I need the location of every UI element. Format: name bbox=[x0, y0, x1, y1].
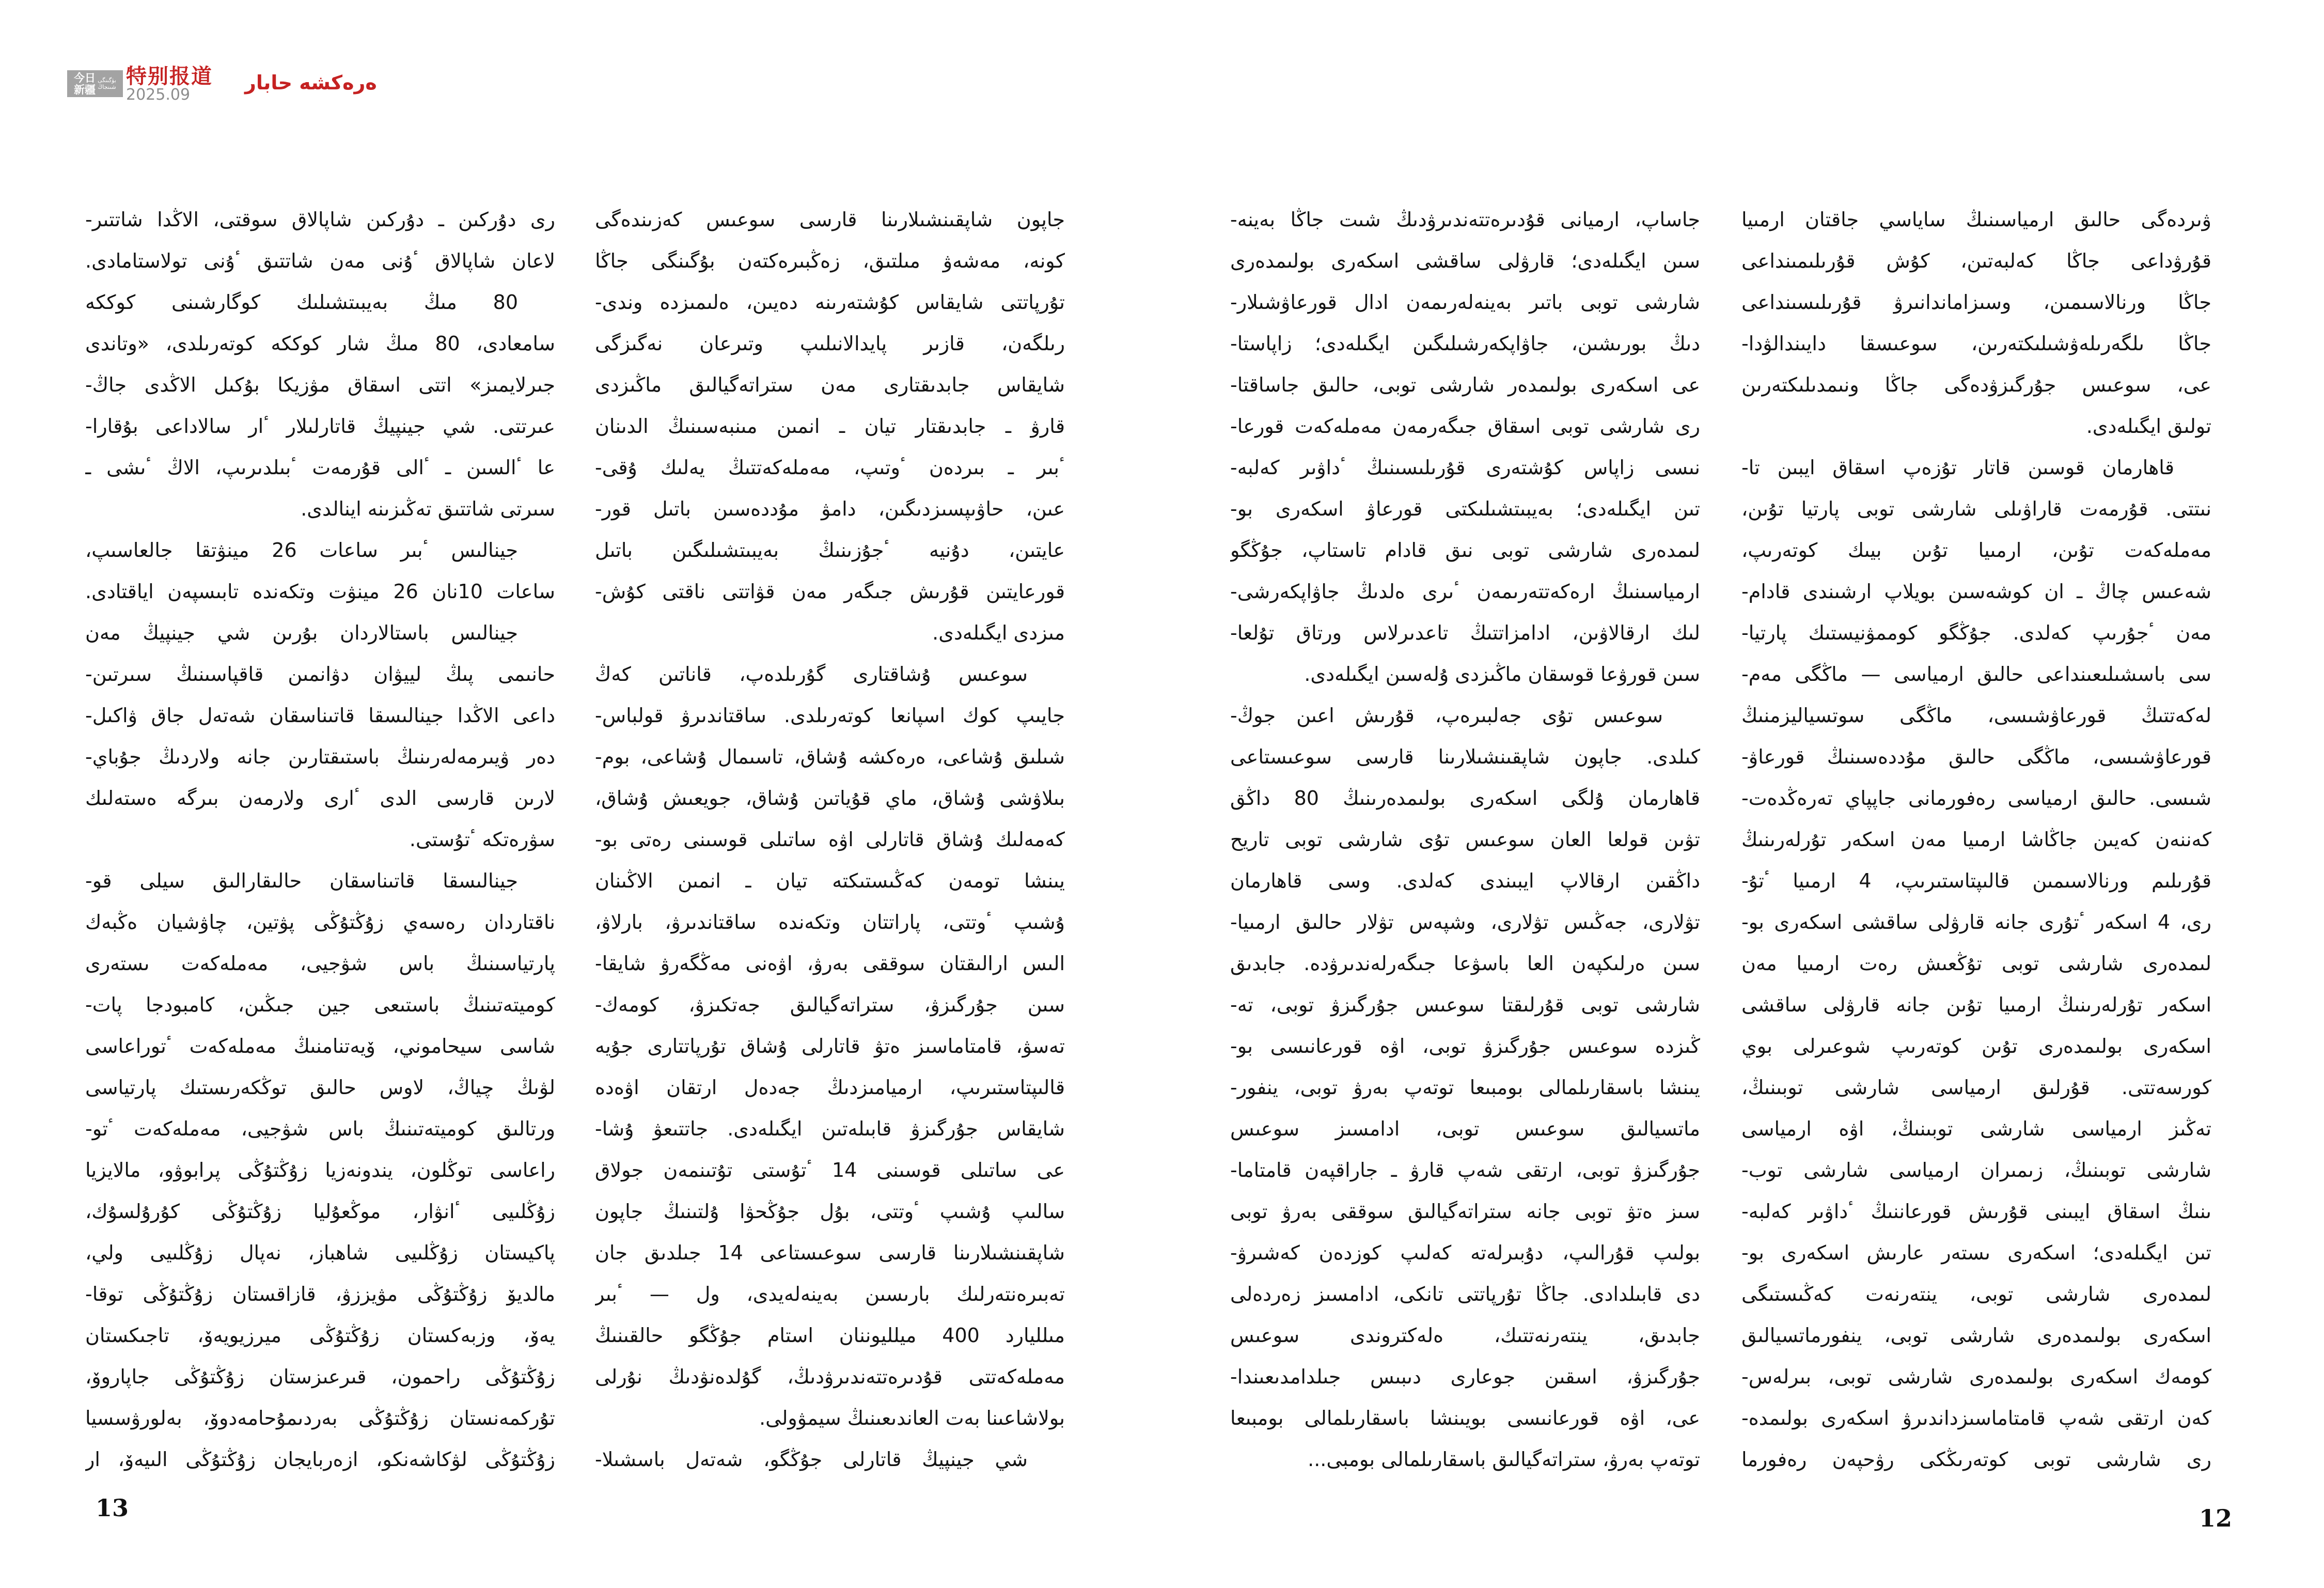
text-line: مىزدى ايگىلەدى. bbox=[932, 621, 1065, 644]
text-line: توتەپ بەرۋ، ستراتەگيالىق باسقارىلمالى بومبى... bbox=[1308, 1448, 1700, 1471]
text-line: جۇرگىزۋ توبى، ارتقى شەپ قارۋ ـ جاراقپەن قامتاما- bbox=[1230, 1159, 1700, 1181]
text-line: تەڭىز ارمياسى شارشى توبىنىڭ، اۋە ارمياسى bbox=[1741, 1117, 2211, 1140]
text-line: يەۆ، وزبەكستان زۇڭتۇڭى ميرزيويەۆ، تاجىكستان bbox=[85, 1324, 555, 1347]
text-line: سىرتى شاتتىق تەڭىزىنە اينالدى. bbox=[301, 497, 555, 520]
text-line: ناقتاردان رەسەي زۇڭتۇڭى پۋتين، چاۋشيان ەڭبەك bbox=[85, 911, 555, 933]
text-line: سوعىس تۇى جەلبىرەپ، قۇرىش اعىن جوڭ- bbox=[1230, 704, 1663, 727]
text-line: مىلليارد 400 ميلليوننان استام جۇڭگو حالقىنىڭ bbox=[595, 1324, 1065, 1347]
text-line: سىن ايگىلەدى؛ قارۋلى ساقشى اسكەرى بولىمدەرى bbox=[1230, 250, 1700, 272]
text-line: رى شارشى توبى كوتەرىڭكى رۋحپەن رەفورما bbox=[1741, 1448, 2211, 1471]
text-line: نىسى زاپاس كۇشتەرى قۇرىلىسىنىڭ ٴداۋىر كەلبە- bbox=[1230, 456, 1700, 479]
text-line: كونە، مەشەۋ مىلتىق، زەڭبىرەكتەن بۇگىنگى جاڭا bbox=[595, 250, 1065, 272]
text-line: ىنىڭ اسقاق ايبىنى قۇرىش قورعاننىڭ ٴداۋىر كەلبە- bbox=[1741, 1200, 2211, 1223]
text-line: كەننەن كەيىن جاڭاشا ارمىيا مەن اسكەر تۇرلەرىنىڭ bbox=[1741, 828, 2211, 851]
section-title-arabic: ەرەكشە حابار bbox=[245, 71, 377, 94]
text-line: لىك ارقالاۋىن، ادامزاتتىڭ تاعدىرلاس ورتاق تۇلعا- bbox=[1230, 621, 1700, 644]
text-line: مەن ٴجۇرىپ كەلدى. جۇڭگو كوممۋنيستىك پارتيا- bbox=[1741, 621, 2211, 644]
text-line: كوميتەتىنىڭ باستىعى جين جىڭىن، كامبودجا پات- bbox=[85, 993, 555, 1016]
page-number-right: 12 bbox=[2199, 1504, 2233, 1532]
text-line: ۇشىپ ٴوتتى، پاراتتان وتكەندە ساقتاندىرۋ، بارلاۋ، bbox=[595, 911, 1065, 933]
section-title-chinese: 特别报道 bbox=[126, 64, 213, 88]
text-line: راعاسى توڭلون، يندونەزيا زۇڭتۇڭى پرابوۋو، مالايزيا bbox=[85, 1159, 555, 1181]
text-line: سالىپ ۇشىپ ٴوتتى، بۇل جۇڭحۋا ۇلتىنىڭ جاپون bbox=[595, 1200, 1065, 1223]
text-line: سىن قورۋعا قوسقان ماڭىزدى ۇلەسىن ايگىلەدى. bbox=[1304, 663, 1700, 686]
text-line: تۇركمەنستان زۇڭتۇڭى بەردىمۇحامەدوۆ، بەلورۋسسيا bbox=[85, 1407, 555, 1429]
text-line: شەعىس چاڭ ـ ان كوشەسىن بويلاپ ارشىندى قادام- bbox=[1741, 580, 2211, 603]
logo-chinese-text: 今日 新疆 bbox=[74, 71, 96, 96]
text-line: تىن ايگىلەدى؛ اسكەرى ىستەر عارىش اسكەرى بو- bbox=[1741, 1241, 2211, 1264]
text-line: قالىپتاستىرىپ، ارميامىزدىڭ جەدەل ارتقان اۋەدە bbox=[595, 1076, 1065, 1099]
text-line: جاڭا ىلگەرىلەۋشىلىكتەرىن، سوعىسقا دايىندالۋدا- bbox=[1741, 332, 2211, 355]
issue-date: 2025.09 bbox=[126, 86, 191, 104]
text-line: اسكەرى بولىمدەرى تۇىن كوتەرىپ شوعىرلى بوي bbox=[1741, 1035, 2211, 1057]
text-line: قورعايتىن قۇرىش جىگەر مەن قۋاتتى ناقتى كۇش- bbox=[595, 580, 1065, 603]
text-line: قاھارمان ۇلگى اسكەرى بولىمدەرىنىڭ 80 داڭق bbox=[1230, 787, 1700, 809]
text-line: سىن جۇرگىزۋ، ستراتەگيالىق جەتكىزۋ، كومەك- bbox=[595, 993, 1065, 1016]
text-line: كىلدى. جاپون شاپقىنشىلارىنا قارسى سوعىستاعى bbox=[1230, 745, 1700, 768]
text-line: سۋرەتكە ٴتۇستى. bbox=[409, 828, 555, 851]
text-line: جايىپ كوك اسپانعا كوتەرىلدى. ساقتاندىرۋ قولباس- bbox=[595, 704, 1065, 727]
text-line: تىن ايگىلەدى؛ بەيبىتشىلىكتى قورعاۋ اسكەرى بو- bbox=[1230, 497, 1700, 520]
article-column-2 bbox=[595, 199, 1065, 1480]
text-line: زۇڭلىيى ٴانۋار، موڭعۇليا زۇڭتۇڭى كۇرۇلسۇك، bbox=[85, 1200, 555, 1223]
text-line: عىن، حاۋىپسىزدىگىن، دامۋ مۇددەسىن باتىل قور- bbox=[595, 497, 1065, 520]
text-line: ۋىردەگى حالىق ارمياسىنىڭ ساياسي جاقتان ارمىيا bbox=[1741, 208, 2211, 231]
text-line: شي جينپيڭ قاتارلى جۇڭگو، شەتەل باسشىلا- bbox=[595, 1448, 1028, 1471]
text-line: رىلگەن، قازىر پايدالانىلىپ وتىرعان نەگىزگى bbox=[595, 332, 1065, 355]
text-line: لىمدەرى شارشى توبى تۇڭعىش رەت ارمىيا مەن bbox=[1741, 952, 2211, 975]
article-column-4 bbox=[1741, 199, 2211, 1480]
text-line: تولىق ايگىلەدى. bbox=[2086, 415, 2211, 438]
text-line: ماتسيالىق سوعىس توبى، ادامسىز سوعىس bbox=[1230, 1117, 1700, 1140]
text-line: يىنشا تومەن كەڭىستىكتە تيان ـ انمىن الاڭىنان bbox=[595, 869, 1065, 892]
text-line: زۇڭتۇڭى راحمون، قىرعىزستان زۇڭتۇڭى جاپاروۆ، bbox=[85, 1365, 555, 1388]
text-line: لارىن قارسى الدى ٴارى ولارمەن بىرگە ەستەلىك bbox=[85, 787, 555, 809]
text-line: جاساپ، ارميانى قۇدىرەتتەندىرۋدىڭ شىت جاڭا بەينە- bbox=[1230, 208, 1700, 231]
text-line: سوعىس ۇشاقتارى گۇرىلدەپ، قاناتىن كەڭ bbox=[595, 663, 1028, 686]
text-line: جينالىسقا قاتىناسقان حالىقارالىق سيلى قو- bbox=[85, 869, 518, 892]
text-line: شىسى. حالىق ارمياسى رەفورمانى جاپپاي تەرەڭدەت- bbox=[1741, 787, 2211, 809]
text-line: تۋىن قولعا العان سوعىس تۇى شارشى توبى تاريح bbox=[1230, 828, 1700, 851]
text-line: كەمەلىك ۇشاق قاتارلى اۋە ساتىلى قوسىنى رەتى بو- bbox=[595, 828, 1065, 851]
text-line: دى قابىلدادى. جاڭا تۇرپاتتى تانكى، ادامسىز زەردەلى bbox=[1230, 1283, 1700, 1305]
text-line: سىز ەتۋ توبى جانە ستراتەگيالىق سوققى بەرۋ توبى bbox=[1230, 1200, 1700, 1223]
text-line: الىس ارالىقتان سوققى بەرۋ، اۋەنى مەڭگەرۋ شايقا- bbox=[595, 952, 1065, 975]
text-line: كورسەتتى. قۇرلىق ارمياسى شارشى توبىنىڭ، bbox=[1741, 1076, 2211, 1099]
text-line: دەر ۋيىرمەلەرىنىڭ باستىقتارىن جانە ولاردىڭ جۇباي- bbox=[85, 745, 555, 768]
text-line: عى، سوعىس جۇرگىزۋدەگى جاڭا ونىمدىلىكتەرىن bbox=[1741, 373, 2211, 396]
text-line: ساعات 10نان 26 مينۋت وتكەندە تابىسپەن اياقتادى. bbox=[85, 580, 555, 603]
text-line: كومەك اسكەرى بولىمدەرى شارشى توبى، بىرلەس- bbox=[1741, 1365, 2211, 1388]
text-line: رى، 4 اسكەر ٴتۇرى جانە قارۋلى ساقشى اسكەرى بو- bbox=[1741, 911, 2211, 933]
text-line: نىتتى. قۇرمەت قاراۋىلى شارشى توبى پارتيا تۇىن، bbox=[1741, 497, 2211, 520]
text-line: پارتياسىنىڭ باس شۋجيى، مەملەكەت ىستەرى bbox=[85, 952, 555, 975]
text-line: عىرتتى. شي جينپيڭ قاتارلىلار ٴار سالاداعى بۇقارا- bbox=[85, 415, 555, 438]
text-line: شاپقىنشىلارىنا قارسى سوعىستاعى 14 جىلدىق جان bbox=[595, 1241, 1065, 1264]
text-line: بولىپ قۇرالىپ، دۇبىرلەتە كەلىپ كوزدەن كەشىرۋ- bbox=[1230, 1241, 1700, 1264]
text-line: شايقاس جابدىقتارى مەن ستراتەگيالىق ماڭىزدى bbox=[595, 373, 1065, 396]
text-line: اسكەر تۇرلەرىنىڭ ارمىيا تۇىن جانە قارۋلى ساقشى bbox=[1741, 993, 2211, 1016]
newspaper-logo bbox=[67, 70, 123, 97]
text-line: شىلىق ۇشاعى، ەرەكشە ۇشاق، تاسىمال ۇشاعى، بوم- bbox=[595, 745, 1065, 768]
text-line: داعى الاڭدا جينالىسقا قاتىناسقان شەتەل جاق ۋاكىل- bbox=[85, 704, 555, 727]
text-line: بولاشاعىنا بەت العاندىعىنىڭ سيمۋولى. bbox=[759, 1407, 1065, 1429]
text-line: جينالىس ٴبىر ساعات 26 مينۋتقا جالعاسىپ، bbox=[85, 539, 518, 562]
text-line: رى دۇركىن ـ دۇركىن شاپالاق سوقتى، الاڭدا شاتتىر- bbox=[85, 208, 555, 231]
text-line: تەسۋ، قامتاماسىز ەتۋ قاتارلى ۇشاق تۇرپاتتارى جۇيە bbox=[595, 1035, 1065, 1057]
text-line: زۇڭتۇڭى لۋكاشەنكو، ازەربايجان زۇڭتۇڭى الىيەۆ، ار bbox=[85, 1448, 555, 1471]
article-column-3 bbox=[1230, 199, 1700, 1480]
text-line: عايتىن، دۇنيە ٴجۇزىنىڭ بەيبىتشىلىگىن باتىل bbox=[595, 539, 1065, 562]
text-line: سىن ەرلىكپەن العا باسۋعا جىگەرلەندىرۋدە. جابدىق bbox=[1230, 952, 1700, 975]
text-line: كەن ارتقى شەپ قامتاماسىزداندىرۋ اسكەرى بولىمدە- bbox=[1741, 1407, 2211, 1429]
text-line: لىمدەرى شارشى توبى، ينتەرنەت كەڭىستىگى bbox=[1741, 1283, 2211, 1305]
text-line: تۇرپاتتى شايقاس كۇشتەرىنە دەيىن، ەلىمىزدە وندى- bbox=[595, 291, 1065, 314]
logo-arabic-text: بۈگىنگى شىنجاڭ bbox=[98, 77, 116, 90]
text-line: لاعان شاپالاق ٴۇنى مەن شاتتىق ٴۇنى تولاستامادى. bbox=[85, 250, 555, 272]
text-line: لەكەتتىڭ قورعاۋشىسى، ماڭگى سوتسياليزمنىڭ bbox=[1741, 704, 2211, 727]
text-line: قارۋ ـ جابدىقتار تيان ـ انمىن مىنبەسىنىڭ الدىنان bbox=[595, 415, 1065, 438]
text-line: مەملەكەتتى قۇدىرەتتەندىرۋدىڭ، گۇلدەنۋدىڭ نۇرلى bbox=[595, 1365, 1065, 1388]
text-line: پاكيستان زۇڭلىيى شاھباز، نەپال زۇڭلىيى ولي، bbox=[85, 1241, 555, 1264]
text-line: قۇرۋداعى جاڭا كەلبەتىن، كۇش قۇرىلىمىنداعى bbox=[1741, 250, 2211, 272]
text-line: سامعادى، 80 مىڭ شار كوككە كوتەرىلدى، «وتاندى bbox=[85, 332, 555, 355]
text-line: شارشى توبى باتىر بەينەلەرىمەن ادال قورعاۋشىلار- bbox=[1230, 291, 1700, 314]
text-line: شارشى توبىنىڭ، زىمىران ارمياسى شارشى توب- bbox=[1741, 1159, 2211, 1181]
text-line: ٴبىر ـ بىردەن ٴوتىپ، مەملەكەتتىڭ يەلىك ۇقى- bbox=[595, 456, 1065, 479]
text-line: جۇرگىزۋ، اسقىن جوعارى دىبىس جىلدامدىعىندا- bbox=[1230, 1365, 1700, 1388]
text-line: يىنشا باسقارىلمالى بومبىعا توتەپ بەرۋ توبى، ينفور- bbox=[1230, 1076, 1700, 1099]
text-line: ڭىزدە سوعىس جۇرگىزۋ توبى، اۋە قورعانىسى بو- bbox=[1230, 1035, 1700, 1057]
text-line: شارشى توبى قۇرلىقتا سوعىس جۇرگىزۋ توبى، تە- bbox=[1230, 993, 1700, 1016]
text-line: ارمياسىنىڭ ارەكەتتەرىمەن ٴىرى ەلدىڭ جاۋاپكەرشى- bbox=[1230, 580, 1700, 603]
text-line: مالديۆ زۇڭتۇڭى مۋيززۋ، قازاقستان زۇڭتۇڭى توقا- bbox=[85, 1283, 555, 1305]
text-line: لۋىڭ چياڭ، لاوس حالىق توڭكەرىستىك پارتياسى bbox=[85, 1076, 555, 1099]
text-line: تۋلارى، جەڭىس تۋلارى، وشپەس تۋلار حالىق ارمىيا- bbox=[1230, 911, 1700, 933]
text-line: قورعاۋشىسى، ماڭگى حالىق مۇددەسىنىڭ قورعاۋ- bbox=[1741, 745, 2211, 768]
page-number-left: 13 bbox=[96, 1494, 129, 1522]
text-line: سى باسشىلىعىنداعى حالىق ارمياسى — ماڭگى مەم- bbox=[1741, 663, 2211, 686]
text-line: تەبىرەنتەرلىك بارىسىن بەينەلەيدى، ول — ٴبىر bbox=[595, 1283, 1065, 1305]
text-line: شايقاس جۇرگىزۋ قابىلەتىن ايگىلەدى. جاتتىعۋ ۇشا- bbox=[595, 1117, 1065, 1140]
text-line: رى شارشى توبى اسقاق جىگەرمەن مەملەكەت قورعا- bbox=[1230, 415, 1700, 438]
text-line: جاڭا ورنالاسىمىن، وسىزاماندانىرۋ قۇرىلىسىنداعى bbox=[1741, 291, 2211, 314]
text-line: لىمدەرى شارشى توبى نىق قادام تاستاپ، جۇڭگو bbox=[1230, 539, 1700, 562]
text-line: عا ٴالسىن ـ ٴالى قۇرمەت ٴبىلدىرىپ، الاڭ ٴىشى ـ bbox=[85, 456, 555, 479]
text-line: عى، اۋە قورعانىسى بويىنشا باسقارىلمالى بومبىعا bbox=[1230, 1407, 1700, 1429]
text-line: حانىمى پىڭ لييۋان دۋانمىن قاقپاسىنىڭ سىرتىن- bbox=[85, 663, 555, 686]
text-line: ورتالىق كوميتەتىنىڭ باس شۋجيى، مەملەكەت ٴتو- bbox=[85, 1117, 555, 1140]
masthead bbox=[67, 66, 377, 113]
text-line: جاپون شاپقىنشىلارىنا قارسى سوعىس كەزىندەگى bbox=[595, 208, 1065, 231]
text-line: عى اسكەرى بولىمدەر شارشى توبى، حالىق جاساقتا- bbox=[1230, 373, 1700, 396]
text-line: 80 مىڭ بەيبىتشىلىك كوگارشىنى كوككە bbox=[85, 291, 518, 314]
text-line: جينالىس باستالاردان بۇرىن شي جينپيڭ مەن bbox=[85, 621, 518, 644]
text-line: جىرلايمىز» اتتى اسقاق مۋزيكا بۇكىل الاڭدى جاڭ- bbox=[85, 373, 555, 396]
text-line: اسكەرى بولىمدەرى شارشى توبى، ينفورماتسيالىق bbox=[1741, 1324, 2211, 1347]
text-line: قاھارمان قوسىن قاتار تۇزەپ اسقاق ايبىن تا- bbox=[1741, 456, 2174, 479]
text-line: عى ساتىلى قوسىنى 14 ٴتۇستى تۇتىنمەن جولاق bbox=[595, 1159, 1065, 1181]
text-line: قۇرىلىم ورنالاسىمىن قالىپتاستىرىپ، 4 ارمىيا ٴتۇ- bbox=[1741, 869, 2211, 892]
text-line: داڭقىن ارقالاپ ايبىندى كەلدى. وسى قاھارمان bbox=[1230, 869, 1700, 892]
text-line: مەملەكەت تۇىن، ارمىيا تۇىن بيىك كوتەرىپ، bbox=[1741, 539, 2211, 562]
article-column-1 bbox=[85, 199, 555, 1480]
text-line: جابدىق، ينتەرنەتتىك، ەلەكتروندى سوعىس bbox=[1230, 1324, 1700, 1347]
text-line: بىلاۋشى ۇشاق، ماي قۇياتىن ۇشاق، جويعىش ۇشاق، bbox=[595, 787, 1065, 809]
text-line: دىڭ بورىشىن، جاۋاپكەرشىلىگىن ايگىلەدى؛ زاپاستا- bbox=[1230, 332, 1700, 355]
text-line: شاسى سيحاموني، ۆيەتنامنىڭ مەملەكەت ٴتوراعاسى bbox=[85, 1035, 555, 1057]
